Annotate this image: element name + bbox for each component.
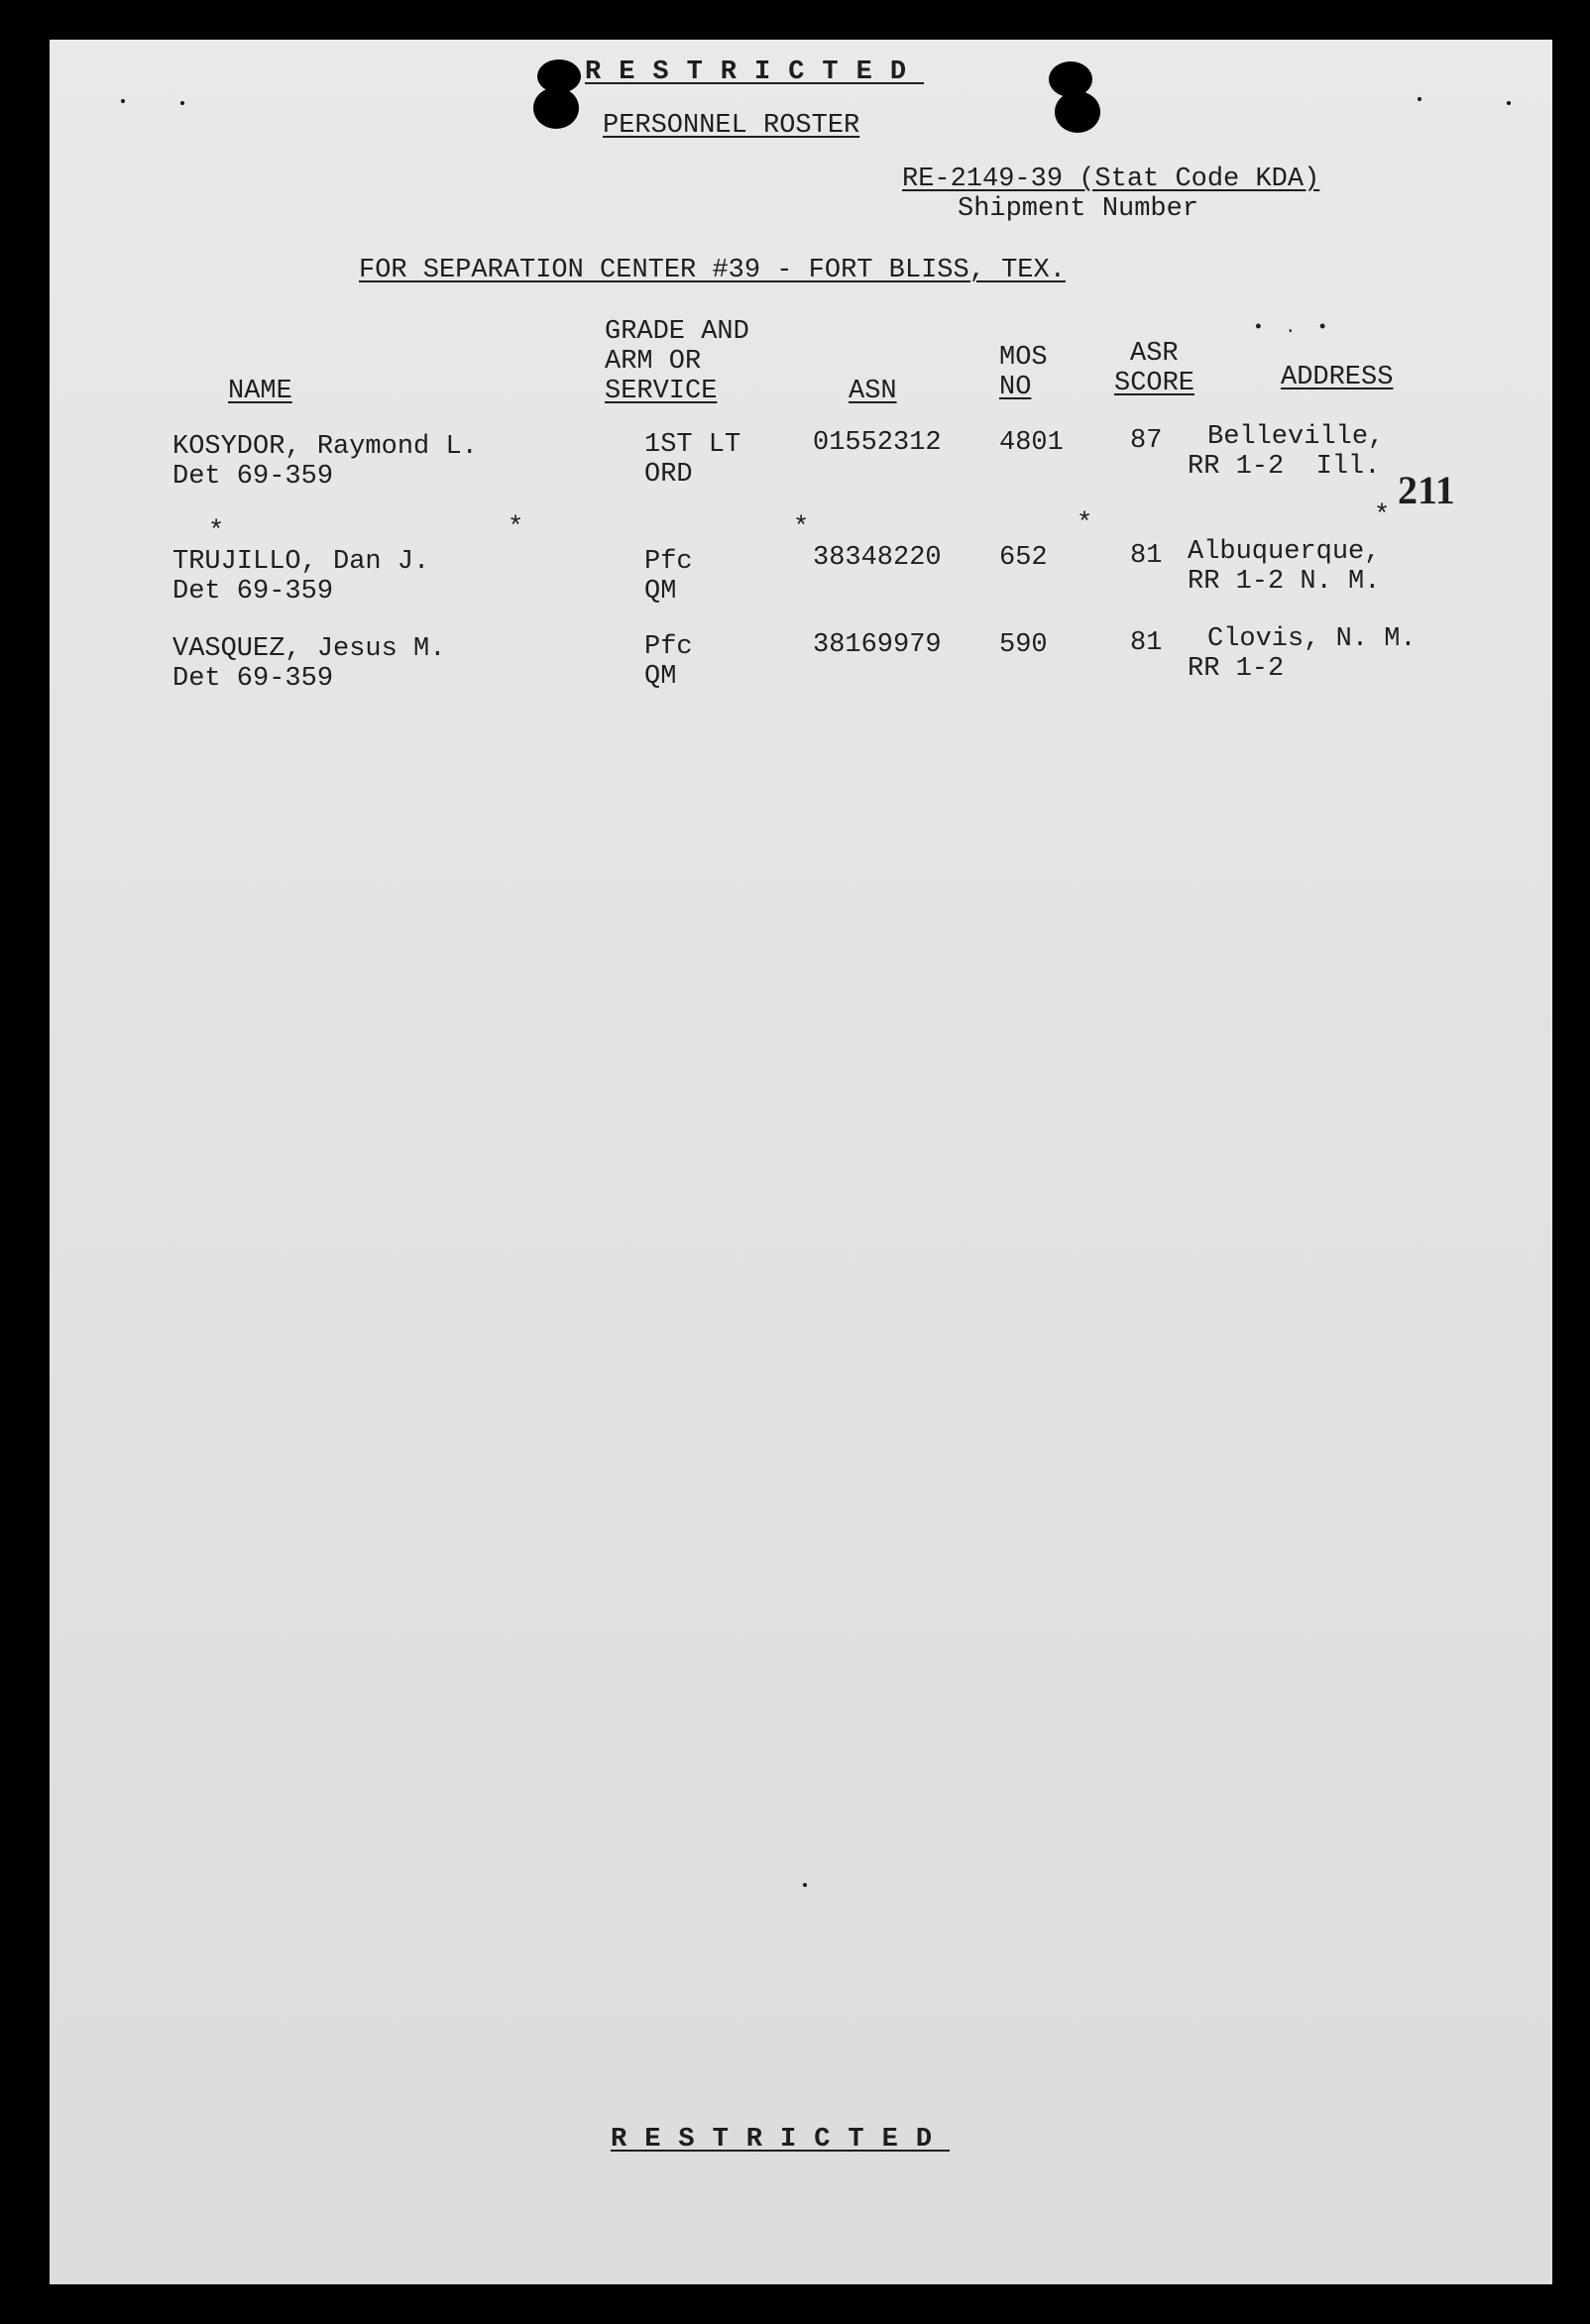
punch-hole-left	[533, 87, 579, 129]
asterisk-mark: *	[1374, 501, 1391, 531]
row-3-grade: Pfc	[644, 632, 693, 662]
col-header-address: ADDRESS	[1281, 363, 1394, 392]
page-number: 211	[1398, 468, 1455, 512]
col-header-asn: ASN	[849, 377, 897, 406]
row-3-unit: Det 69-359	[172, 664, 334, 694]
row-1-service: ORD	[644, 460, 693, 490]
row-1-score: 87	[1130, 426, 1163, 456]
paper-speck	[1418, 97, 1421, 101]
row-1-address-2: RR 1-2 Ill.	[1188, 452, 1381, 482]
col-header-name: NAME	[228, 377, 292, 406]
paper-speck	[803, 1883, 807, 1887]
shipment-code: RE-2149-39 (Stat Code KDA)	[902, 165, 1320, 194]
row-3-service: QM	[644, 662, 677, 692]
row-2-unit: Det 69-359	[172, 577, 334, 607]
row-1-address-1: Belleville,	[1207, 422, 1385, 452]
col-header-grade-1: GRADE AND	[605, 317, 749, 347]
destination-line: FOR SEPARATION CENTER #39 - FORT BLISS, TEX.	[359, 256, 1066, 285]
row-3-address-1: Clovis, N. M.	[1207, 624, 1417, 654]
row-1-unit: Det 69-359	[172, 462, 334, 492]
row-2-address-1: Albuquerque,	[1188, 537, 1381, 567]
col-header-grade-2: ARM OR	[605, 347, 702, 377]
row-2-mos: 652	[999, 543, 1048, 573]
classification-footer: RESTRICTED	[611, 2125, 951, 2155]
col-header-asr-2: SCORE	[1114, 369, 1195, 398]
col-header-asr-1: ASR	[1130, 339, 1179, 369]
col-header-mos-2: NO	[999, 373, 1032, 402]
asterisk-mark: *	[508, 513, 524, 543]
row-1-mos: 4801	[999, 428, 1064, 458]
row-3-score: 81	[1130, 628, 1163, 658]
decorative-asterisks: • . •	[1253, 318, 1328, 338]
paper-speck	[121, 99, 125, 103]
row-1-asn: 01552312	[813, 428, 942, 458]
roster-title: PERSONNEL ROSTER	[603, 111, 860, 141]
paper-speck	[180, 101, 184, 105]
row-2-asn: 38348220	[813, 543, 942, 573]
row-1-grade: 1ST LT	[644, 430, 741, 460]
row-3-name: VASQUEZ, Jesus M.	[172, 634, 446, 664]
asterisk-mark: *	[793, 513, 810, 543]
row-2-address-2: RR 1-2 N. M.	[1188, 567, 1381, 597]
row-2-score: 81	[1130, 541, 1163, 571]
shipment-label: Shipment Number	[958, 194, 1199, 224]
col-header-mos-1: MOS	[999, 343, 1048, 373]
asterisk-mark: *	[1077, 509, 1093, 539]
punch-hole-right	[1055, 91, 1100, 133]
classification-header: RESTRICTED	[585, 57, 925, 87]
paper-speck	[1507, 101, 1511, 105]
row-3-mos: 590	[999, 630, 1048, 660]
document-page	[50, 40, 1552, 2284]
row-2-service: QM	[644, 577, 677, 607]
row-3-address-2: RR 1-2	[1188, 654, 1285, 684]
row-2-grade: Pfc	[644, 547, 693, 577]
row-2-name: TRUJILLO, Dan J.	[172, 547, 430, 577]
row-1-name: KOSYDOR, Raymond L.	[172, 432, 478, 462]
asterisk-mark: *	[208, 517, 225, 547]
col-header-grade-3: SERVICE	[605, 377, 718, 406]
row-3-asn: 38169979	[813, 630, 942, 660]
